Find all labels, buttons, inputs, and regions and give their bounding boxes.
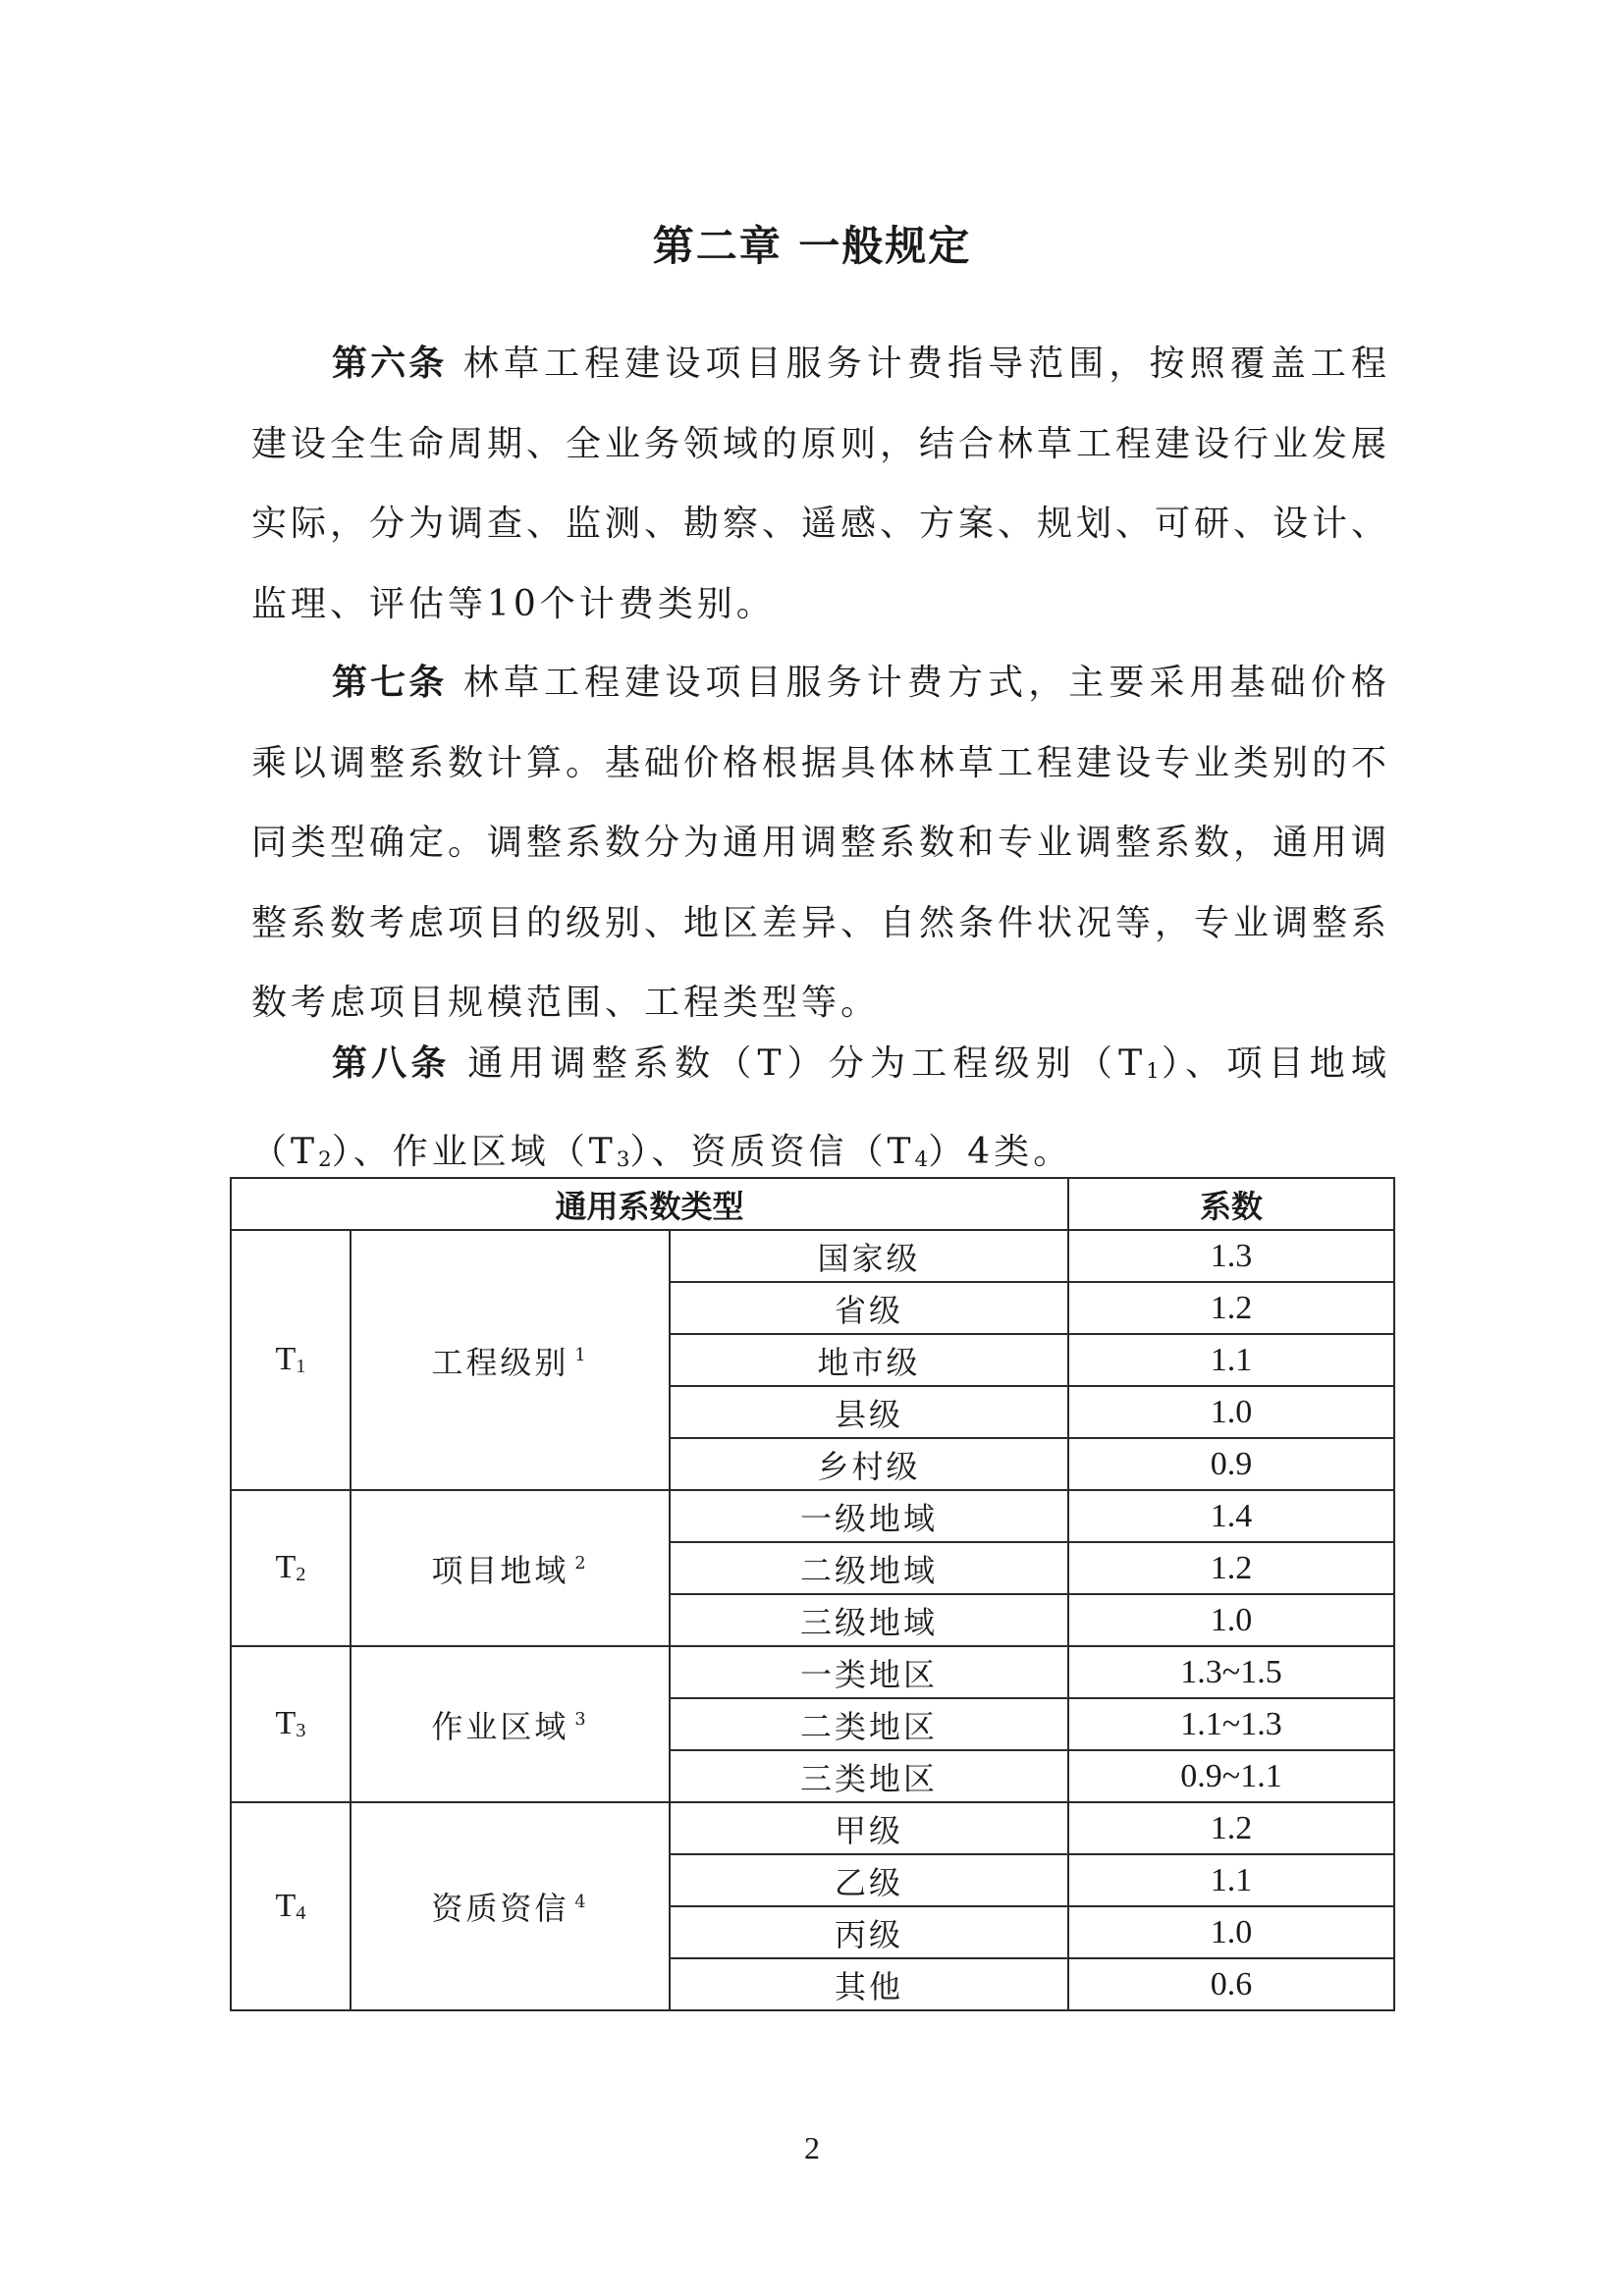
article-6 [251,324,1390,644]
group-code: $T_3$ [231,1646,351,1802]
footnote-ref: 3 [574,1710,589,1731]
row-label: 三级地域 [670,1594,1068,1646]
row-value: 1.3 [1068,1230,1394,1282]
row-value: 1.0 [1068,1386,1394,1438]
coefficient-table [230,1177,1395,2011]
row-label: 乡村级 [670,1438,1068,1490]
row-value: 1.4 [1068,1490,1394,1542]
row-label: 一类地区 [670,1646,1068,1698]
row-label: 国家级 [670,1230,1068,1282]
row-label: 乙级 [670,1854,1068,1906]
group-name: 项目地域 $^2$ [351,1490,670,1646]
row-value: 1.0 [1068,1594,1394,1646]
header-coefficient: 系数 [1068,1178,1394,1230]
article-7-text: 林草工程建设项目服务计费方式，主要采用基础价格乘以调整系数计算。基础价格根据具体林草工程建设专业类别的不同类型确定。调整系数分为通用调整系数和专业调整系数，通用调整系数考虑项目的级别、地区差异、自然条件状况等，专业调整系数考虑项目规模范围、工程类型等。 [251,663,1391,1023]
group-code: $T_2$ [231,1490,351,1646]
header-type: 通用系数类型 [231,1178,1068,1230]
table-row [231,1230,1394,1282]
row-value: 0.9~1.1 [1068,1750,1394,1802]
article-6-lead: 第六条 [332,344,448,384]
row-value: 0.9 [1068,1438,1394,1490]
row-label: 一级地域 [670,1490,1068,1542]
row-value: 0.6 [1068,1958,1394,2010]
chapter-title: 第二章 一般规定 [652,222,972,270]
row-value: 1.2 [1068,1802,1394,1854]
article-6-text: 林草工程建设项目服务计费指导范围，按照覆盖工程建设全生命周期、全业务领域的原则，结合林草工程建设行业发展实际，分为调查、监测、勘察、遥感、方案、规划、可研、设计、监理、评估等10个计费类别。 [251,344,1391,624]
row-value: 1.1~1.3 [1068,1698,1394,1750]
row-value: 1.3~1.5 [1068,1646,1394,1698]
article-7-lead: 第七条 [332,663,448,703]
row-label: 二级地域 [670,1542,1068,1594]
article-7 [251,643,1390,1043]
row-value: 1.0 [1068,1906,1394,1958]
group-code: $T_4$ [231,1802,351,2010]
page-number: 2 [804,2130,820,2165]
group-code: $T_1$ [231,1230,351,1490]
row-label: 其他 [670,1958,1068,2010]
table-row [231,1646,1394,1698]
footnote-ref: 4 [574,1892,589,1912]
row-label: 三类地区 [670,1750,1068,1802]
article-8-lead: 第八条 [332,1043,451,1084]
row-label: 二类地区 [670,1698,1068,1750]
row-label: 地市级 [670,1334,1068,1386]
group-name: 工程级别 $^1$ [351,1230,670,1490]
row-label: 甲级 [670,1802,1068,1854]
row-value: 1.1 [1068,1334,1394,1386]
table-header-row [231,1178,1394,1230]
row-value: 1.2 [1068,1542,1394,1594]
footnote-ref: 2 [574,1554,589,1575]
group-name: 资质资信 $^4$ [351,1802,670,2010]
group-name: 作业区域 $^3$ [351,1646,670,1802]
table-row [231,1490,1394,1542]
article-8 [251,1024,1390,1200]
row-label: 丙级 [670,1906,1068,1958]
table-row [231,1802,1394,1854]
article-8-text: 通用调整系数（T）分为工程级别$(T_1)$、项目地域$(T_2)$、作业区域$(T_3)$、资质资信$(T_4)4$类。 [251,1043,1390,1172]
row-label: 省级 [670,1282,1068,1334]
row-label: 县级 [670,1386,1068,1438]
footnote-ref: 1 [574,1346,589,1366]
row-value: 1.2 [1068,1282,1394,1334]
row-value: 1.1 [1068,1854,1394,1906]
